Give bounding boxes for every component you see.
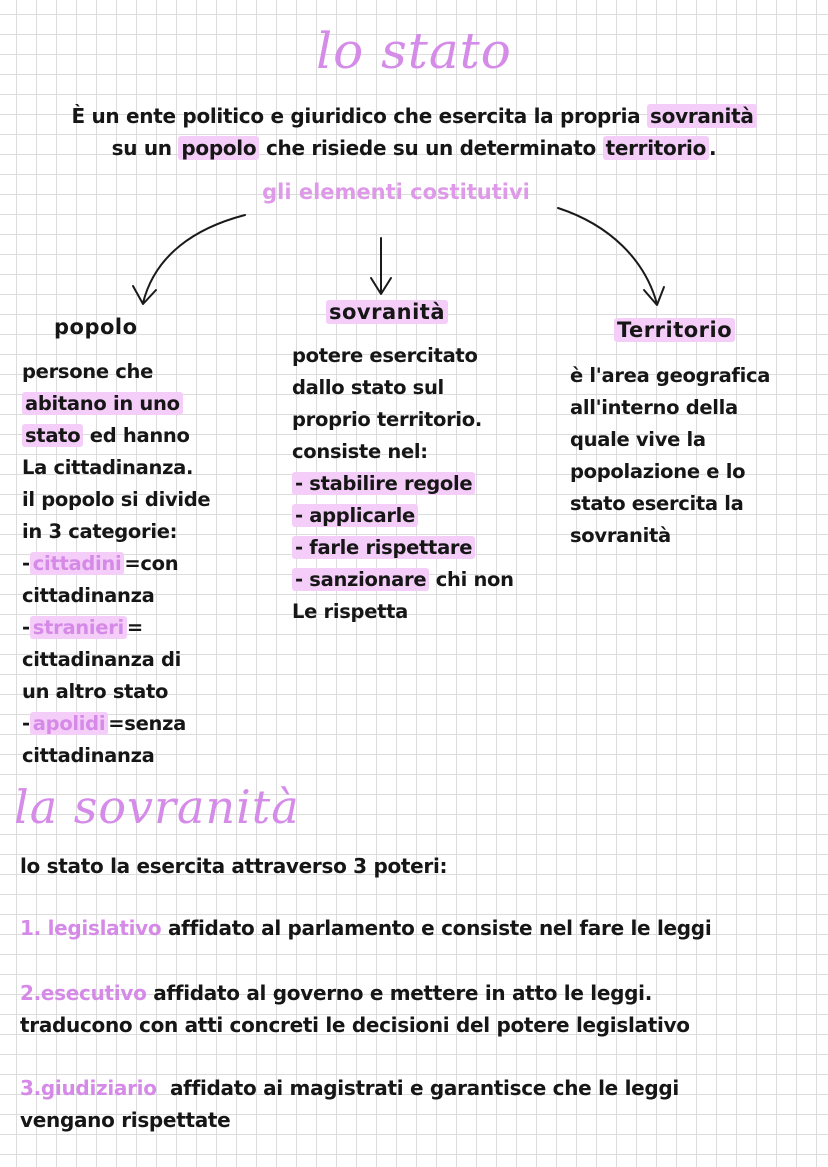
highlight-stabilire: - stabilire regole [292,472,475,495]
popolo-line [22,708,210,740]
definition-text-part: che risiede su un determinato [259,136,603,160]
popolo-text-part: - [22,552,30,575]
sovranita-line: proprio territorio. [292,408,483,431]
sovranita-heading [326,300,448,324]
territorio-line: quale vive la [570,428,706,451]
popolo-text-part: - [22,616,30,639]
popolo-line: in 3 categorie: [22,520,178,543]
popolo-text-part: = [126,616,143,639]
definition-text-part: È un ente politico e giuridico che esercita la propria [71,104,648,128]
sovranita-line [292,532,514,564]
definition-text-part: . [709,136,717,160]
popolo-line: cittadinanza [22,744,155,767]
popolo-text-part: - [22,712,30,735]
sovranita-heading-text: sovranità [326,300,448,324]
territorio-line: sovranità [570,524,671,547]
highlight-sovranita: sovranità [647,104,757,128]
power-line: vengano rispettate [20,1108,231,1132]
section-intro: lo stato la esercita attraverso 3 poteri: [20,854,448,878]
sovranita-line: consiste nel: [292,440,428,463]
popolo-text-part: =senza [108,712,186,735]
arrow-right-icon [558,208,657,304]
popolo-line: persone che [22,360,154,383]
power-line: traducono con atti concreti le decisioni del potere legislativo [20,1013,690,1037]
power-line [20,1072,679,1104]
popolo-text [22,356,210,772]
power-label: 3.giudiziario [20,1076,157,1100]
popolo-line: cittadinanza [22,584,155,607]
power-label: 1. legislativo [20,916,162,940]
territorio-heading [614,318,735,342]
sovranita-line: dallo stato sul [292,376,444,399]
power-description: affidato al parlamento e consiste nel fare le leggi [161,916,712,940]
highlight-applicarle: - applicarle [292,504,418,527]
popolo-line [22,388,210,420]
power-esecutivo [20,977,690,1041]
popolo-line: La cittadinanza. [22,456,194,479]
territorio-line: all'interno della [570,396,738,419]
section-title: la sovranità [14,780,300,834]
term-apolidi: apolidi [30,712,108,735]
popolo-text-part: ed hanno [83,424,190,447]
arrows-diagram [0,0,828,320]
popolo-line [22,420,210,452]
sovranita-line [292,468,514,500]
popolo-line: il popolo si divide [22,488,211,511]
popolo-line: cittadinanza di [22,648,182,671]
highlight-stato: stato [22,424,83,447]
sovranita-text-part: chi non [429,568,514,591]
sovranita-line: potere esercitato [292,344,478,367]
territorio-line: popolazione e lo [570,460,746,483]
term-stranieri: stranieri [30,616,127,639]
sovranita-line: Le rispetta [292,600,409,623]
highlight-abitano: abitano in uno [22,392,183,415]
sovranita-line [292,564,514,596]
territorio-heading-text: Territorio [614,318,735,342]
elements-subtitle: gli elementi costitutivi [262,180,530,204]
power-legislativo [20,912,711,944]
territorio-line: è l'area geografica [570,364,771,387]
power-description: affidato al governo e mettere in atto le leggi. [146,981,652,1005]
highlight-popolo: popolo [178,136,259,160]
page-title: lo stato [316,22,512,80]
sovranita-text [292,340,514,628]
territorio-text [570,360,770,552]
popolo-line: un altro stato [22,680,169,703]
popolo-line [22,612,210,644]
highlight-rispettare: - farle rispettare [292,536,475,559]
territorio-line: stato esercita la [570,492,744,515]
highlight-territorio: territorio [603,136,709,160]
term-cittadini: cittadini [30,552,125,575]
power-giudiziario [20,1072,679,1136]
power-description: affidato ai magistrati e garantisce che le leggi [156,1076,679,1100]
definition-text-part: su un [111,136,179,160]
highlight-sanzionare: - sanzionare [292,568,429,591]
arrow-left-icon [143,215,245,303]
popolo-line [22,548,210,580]
power-line [20,977,690,1009]
popolo-heading: popolo [54,315,138,339]
sovranita-line [292,500,514,532]
popolo-text-part: =con [124,552,179,575]
power-label: 2.esecutivo [20,981,147,1005]
